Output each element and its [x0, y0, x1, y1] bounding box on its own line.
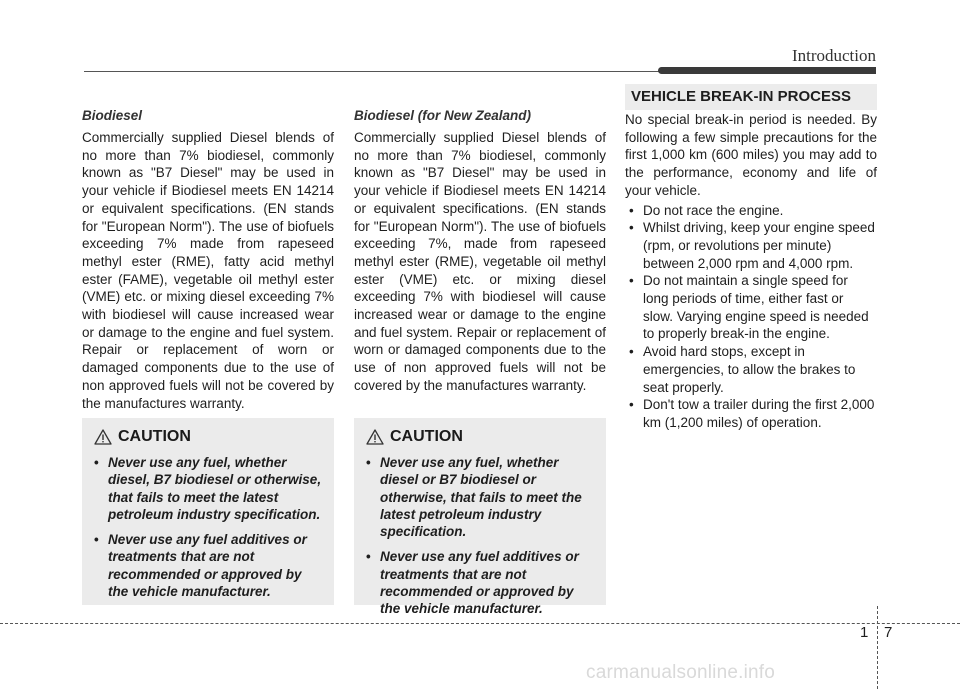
- list-item: • Do not race the engine.: [629, 202, 784, 218]
- bullet-icon: •: [366, 549, 371, 565]
- caution-title: CAUTION: [390, 428, 463, 445]
- page-number: 7: [884, 624, 893, 641]
- break-in-title: VEHICLE BREAK-IN PROCESS: [625, 84, 877, 110]
- biodiesel-nz-heading: Biodiesel (for New Zealand): [354, 108, 532, 123]
- caution-header: [94, 424, 324, 450]
- bullet-icon: •: [629, 273, 634, 289]
- caution-item: • Never use any fuel, whether diesel or B7 biodiesel or otherwise, that fails to meet the latest petroleum industry specification.: [366, 455, 582, 540]
- break-in-intro: No special break-in period is needed. By following a few simple precautions for the first 1,000 km (600 miles) you may add to the performance, economy and life of your vehicle.: [625, 112, 877, 198]
- list-item: • Whilst driving, keep your engine speed (rpm, or revolutions per minute) between 2,000 rpm and 4,000 rpm.: [629, 220, 875, 271]
- header-rule-accent: [658, 67, 876, 74]
- biodiesel-section: [82, 108, 334, 412]
- caution-title: CAUTION: [118, 428, 191, 445]
- break-in-section: [625, 108, 877, 432]
- watermark: carmanualsonline.info: [586, 662, 776, 683]
- list-item: • Don't tow a trailer during the first 2,000 km (1,200 miles) of operation.: [629, 397, 875, 430]
- warning-triangle-icon: [366, 429, 384, 445]
- caution-box-biodiesel-nz: [354, 418, 606, 617]
- list-item: • Do not maintain a single speed for long periods of time, either fast or slow. Varying engine speed is needed to properly break-in the engine.: [629, 273, 869, 342]
- bullet-icon: •: [629, 202, 634, 218]
- biodiesel-body: Commercially supplied Diesel blends of no more than 7% biodiesel, commonly known as "B7 Diesel" may be used in your vehicle if Biodiesel meets EN 14214 or equivalent specifications. (EN stands for "European Norm"). The use of biofuels exceeding 7% made from rapeseed methyl ester (RME), fatty acid methyl ester (FAME), vegetable oil methyl ester (VME) etc. or mixing diesel exceeding 7% with biodiesel will cause increased wear or damage to the engine and fuel system. Repair or replacement of worn or damaged components due to the use of non approved fuels will not be covered by the manufactures warranty.: [82, 130, 334, 411]
- caution-item: • Never use any fuel, whether diesel, B7 biodiesel or otherwise, that fails to meet the latest petroleum industry specification.: [94, 455, 322, 522]
- caution-item: • Never use any fuel additives or treatments that are not recommended or approved by the vehicle manufacturer.: [94, 532, 307, 600]
- warning-triangle-icon: [94, 429, 112, 445]
- caution-header: [366, 424, 596, 450]
- break-in-list: [625, 202, 877, 432]
- list-item: • Avoid hard stops, except in emergencies, to allow the brakes to seat properly.: [629, 344, 856, 395]
- biodiesel-nz-body: Commercially supplied Diesel blends of no more than 7% biodiesel, commonly known as "B7 Diesel" may be used in your vehicle if Biodiesel meets EN 14214 or equivalent specifications. (EN stands for "European Norm"). The use of biofuels exceeding 7%, made from rapeseed methyl ester (RME), vegetable oil methyl ester (VME) etc. or mixing diesel exceeding 7% with biodiesel will cause increased wear or damage to the engine and fuel system. Repair or replacement of worn or damaged components due to the use of non approved fuels will not be covered by the manufactures warranty.: [354, 130, 606, 393]
- chapter-number: 1: [860, 624, 869, 641]
- biodiesel-heading: Biodiesel: [82, 108, 143, 123]
- bullet-icon: •: [94, 455, 99, 470]
- footer-rule: [0, 623, 960, 624]
- bullet-icon: •: [366, 455, 371, 470]
- biodiesel-nz-section: [354, 108, 606, 395]
- bullet-icon: •: [629, 220, 634, 236]
- page-number-divider: [877, 606, 878, 689]
- bullet-icon: •: [629, 344, 634, 360]
- bullet-icon: •: [629, 397, 634, 413]
- chapter-title: Introduction: [791, 46, 876, 65]
- caution-item: • Never use any fuel additives or treatments that are not recommended or approved by the vehicle manufacturer.: [366, 549, 579, 617]
- bullet-icon: •: [94, 532, 99, 548]
- caution-box-biodiesel: [82, 418, 334, 605]
